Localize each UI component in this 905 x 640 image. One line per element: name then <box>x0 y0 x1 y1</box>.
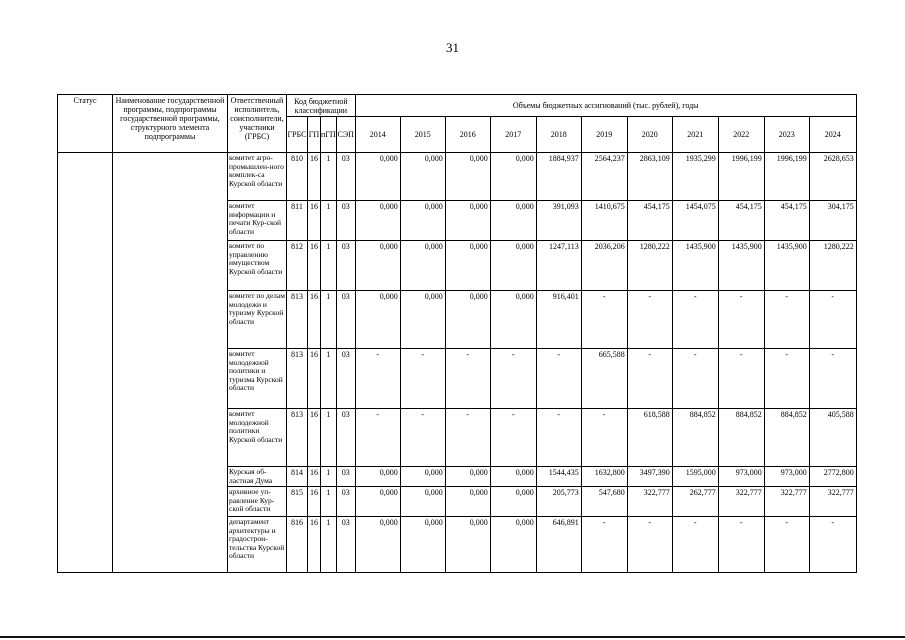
value-cell: 1454,075 <box>672 201 718 241</box>
value-cell: - <box>445 349 490 409</box>
value-cell: 391,093 <box>536 201 581 241</box>
code-cell: 1 <box>321 201 337 241</box>
value-cell: 322,777 <box>718 487 764 517</box>
value-cell: - <box>764 517 809 573</box>
executor-cell: архивное уп-равление Кур-ской области <box>228 487 287 517</box>
value-cell: 0,000 <box>445 487 490 517</box>
value-cell: 0,000 <box>445 291 490 349</box>
code-cell: 1 <box>321 241 337 291</box>
header-status: Статус <box>58 95 113 153</box>
program-name-cell <box>113 153 228 573</box>
value-cell: 1435,900 <box>672 241 718 291</box>
header-name: Наименование государственной программы, подпрограммы государственной программы, структурного элемента подпрограммы <box>113 95 228 153</box>
value-cell: - <box>536 349 581 409</box>
code-cell: 16 <box>308 241 321 291</box>
value-cell: - <box>672 291 718 349</box>
value-cell: 0,000 <box>355 201 400 241</box>
executor-cell: комитет молодежной политики Курской области <box>228 409 287 467</box>
header-year-10: 2024 <box>809 117 856 153</box>
executor-cell: комитет агро-промышлен-ного комплек-са Курской области <box>228 153 287 201</box>
value-cell: 665,588 <box>581 349 627 409</box>
value-cell: - <box>672 349 718 409</box>
code-cell: 16 <box>308 487 321 517</box>
code-cell: 816 <box>287 517 308 573</box>
value-cell: 322,777 <box>627 487 672 517</box>
value-cell: 0,000 <box>400 517 445 573</box>
value-cell: 0,000 <box>445 201 490 241</box>
code-cell: 16 <box>308 153 321 201</box>
executor-cell: Курская об-ластная Дума <box>228 467 287 487</box>
value-cell: 205,773 <box>536 487 581 517</box>
value-cell: 1410,675 <box>581 201 627 241</box>
header-year-5: 2019 <box>581 117 627 153</box>
code-cell: 1 <box>321 291 337 349</box>
value-cell: - <box>809 349 856 409</box>
header-year-4: 2018 <box>536 117 581 153</box>
value-cell: - <box>355 409 400 467</box>
header-volumes: Объемы бюджетных ассигнований (тыс. рублей), годы <box>355 95 856 117</box>
value-cell: - <box>536 409 581 467</box>
value-cell: 0,000 <box>400 201 445 241</box>
executor-cell: комитет по управлению имуществом Курской области <box>228 241 287 291</box>
value-cell: - <box>718 517 764 573</box>
value-cell: 0,000 <box>355 153 400 201</box>
value-cell: 916,401 <box>536 291 581 349</box>
code-cell: 1 <box>321 487 337 517</box>
value-cell: - <box>764 291 809 349</box>
value-cell: 454,175 <box>718 201 764 241</box>
value-cell: 0,000 <box>445 467 490 487</box>
header-year-6: 2020 <box>627 117 672 153</box>
code-cell: 813 <box>287 349 308 409</box>
value-cell: 0,000 <box>445 153 490 201</box>
value-cell: - <box>718 291 764 349</box>
code-cell: 1 <box>321 153 337 201</box>
value-cell: 1632,800 <box>581 467 627 487</box>
status-cell <box>58 153 113 573</box>
value-cell: - <box>445 409 490 467</box>
value-cell: 0,000 <box>445 517 490 573</box>
value-cell: 1435,900 <box>718 241 764 291</box>
value-cell: 2863,109 <box>627 153 672 201</box>
value-cell: - <box>581 291 627 349</box>
scan-border-line <box>0 636 905 638</box>
code-cell: 16 <box>308 349 321 409</box>
value-cell: - <box>490 409 536 467</box>
code-cell: 03 <box>336 291 355 349</box>
value-cell: 1435,900 <box>764 241 809 291</box>
header-year-8: 2022 <box>718 117 764 153</box>
executor-cell: комитет по делам молодежи и туризму Курской области <box>228 291 287 349</box>
header-year-7: 2021 <box>672 117 718 153</box>
value-cell: 1935,299 <box>672 153 718 201</box>
value-cell: 0,000 <box>445 241 490 291</box>
value-cell: - <box>400 409 445 467</box>
code-cell: 03 <box>336 517 355 573</box>
code-cell: 1 <box>321 467 337 487</box>
code-cell: 03 <box>336 467 355 487</box>
header-year-0: 2014 <box>355 117 400 153</box>
value-cell: 2628,653 <box>809 153 856 201</box>
code-cell: 16 <box>308 467 321 487</box>
value-cell: 618,588 <box>627 409 672 467</box>
code-cell: 03 <box>336 201 355 241</box>
value-cell: - <box>627 517 672 573</box>
value-cell: 322,777 <box>764 487 809 517</box>
value-cell: - <box>490 349 536 409</box>
value-cell: 1996,199 <box>718 153 764 201</box>
executor-cell: комитет информации и печати Кур-ской области <box>228 201 287 241</box>
code-cell: 03 <box>336 349 355 409</box>
value-cell: 0,000 <box>490 241 536 291</box>
value-cell: 0,000 <box>355 467 400 487</box>
code-cell: 814 <box>287 467 308 487</box>
code-cell: 16 <box>308 409 321 467</box>
value-cell: 1996,199 <box>764 153 809 201</box>
value-cell: 3497,390 <box>627 467 672 487</box>
value-cell: - <box>718 349 764 409</box>
value-cell: 0,000 <box>355 241 400 291</box>
value-cell: 973,000 <box>718 467 764 487</box>
value-cell: 0,000 <box>355 517 400 573</box>
value-cell: 884,852 <box>718 409 764 467</box>
code-cell: 03 <box>336 241 355 291</box>
value-cell: - <box>400 349 445 409</box>
code-cell: 813 <box>287 291 308 349</box>
value-cell: 1884,937 <box>536 153 581 201</box>
value-cell: 973,000 <box>764 467 809 487</box>
header-year-1: 2015 <box>400 117 445 153</box>
header-code-0: ГРБС <box>287 117 308 153</box>
header-year-9: 2023 <box>764 117 809 153</box>
value-cell: - <box>581 517 627 573</box>
value-cell: 0,000 <box>400 241 445 291</box>
code-cell: 1 <box>321 409 337 467</box>
value-cell: 0,000 <box>490 517 536 573</box>
value-cell: - <box>764 349 809 409</box>
value-cell: 0,000 <box>400 291 445 349</box>
value-cell: 1544,435 <box>536 467 581 487</box>
code-cell: 03 <box>336 409 355 467</box>
value-cell: 1247,113 <box>536 241 581 291</box>
header-executor: Ответственный исполнитель, соисполнители, участники (ГРБС) <box>228 95 287 153</box>
header-year-3: 2017 <box>490 117 536 153</box>
code-cell: 03 <box>336 153 355 201</box>
code-cell: 1 <box>321 349 337 409</box>
value-cell: 2564,237 <box>581 153 627 201</box>
code-cell: 815 <box>287 487 308 517</box>
header-year-2: 2016 <box>445 117 490 153</box>
header-code-3: СЭП <box>336 117 355 153</box>
value-cell: 0,000 <box>355 487 400 517</box>
value-cell: 262,777 <box>672 487 718 517</box>
header-budget-codes: Код бюджетной классификации <box>287 95 356 117</box>
code-cell: 813 <box>287 409 308 467</box>
value-cell: - <box>809 517 856 573</box>
header-code-2: пГП <box>321 117 337 153</box>
value-cell: - <box>355 349 400 409</box>
value-cell: 322,777 <box>809 487 856 517</box>
value-cell: 646,891 <box>536 517 581 573</box>
table-row <box>58 153 857 201</box>
value-cell: 0,000 <box>490 153 536 201</box>
value-cell: 0,000 <box>355 291 400 349</box>
code-cell: 16 <box>308 201 321 241</box>
value-cell: 1280,222 <box>627 241 672 291</box>
executor-cell: комитет молодежной политики и туризма Курской области <box>228 349 287 409</box>
value-cell: 1280,222 <box>809 241 856 291</box>
code-cell: 810 <box>287 153 308 201</box>
code-cell: 812 <box>287 241 308 291</box>
code-cell: 16 <box>308 517 321 573</box>
executor-cell: департамент архитектуры и градострои-тельства Курской области <box>228 517 287 573</box>
value-cell: 0,000 <box>400 467 445 487</box>
value-cell: 884,852 <box>672 409 718 467</box>
value-cell: 0,000 <box>490 291 536 349</box>
value-cell: 0,000 <box>490 467 536 487</box>
budget-table <box>57 94 857 573</box>
value-cell: 547,680 <box>581 487 627 517</box>
value-cell: 0,000 <box>490 201 536 241</box>
header-code-1: ГП <box>308 117 321 153</box>
value-cell: 0,000 <box>490 487 536 517</box>
code-cell: 811 <box>287 201 308 241</box>
value-cell: 0,000 <box>400 153 445 201</box>
code-cell: 1 <box>321 517 337 573</box>
value-cell: - <box>627 291 672 349</box>
value-cell: 454,175 <box>764 201 809 241</box>
value-cell: 2772,800 <box>809 467 856 487</box>
value-cell: - <box>809 291 856 349</box>
value-cell: 304,175 <box>809 201 856 241</box>
value-cell: 405,588 <box>809 409 856 467</box>
value-cell: - <box>627 349 672 409</box>
value-cell: 884,852 <box>764 409 809 467</box>
value-cell: 0,000 <box>400 487 445 517</box>
code-cell: 16 <box>308 291 321 349</box>
code-cell: 03 <box>336 487 355 517</box>
value-cell: - <box>672 517 718 573</box>
value-cell: 2036,206 <box>581 241 627 291</box>
value-cell: - <box>581 409 627 467</box>
value-cell: 454,175 <box>627 201 672 241</box>
value-cell: 1595,000 <box>672 467 718 487</box>
page-number: 31 <box>446 40 459 55</box>
